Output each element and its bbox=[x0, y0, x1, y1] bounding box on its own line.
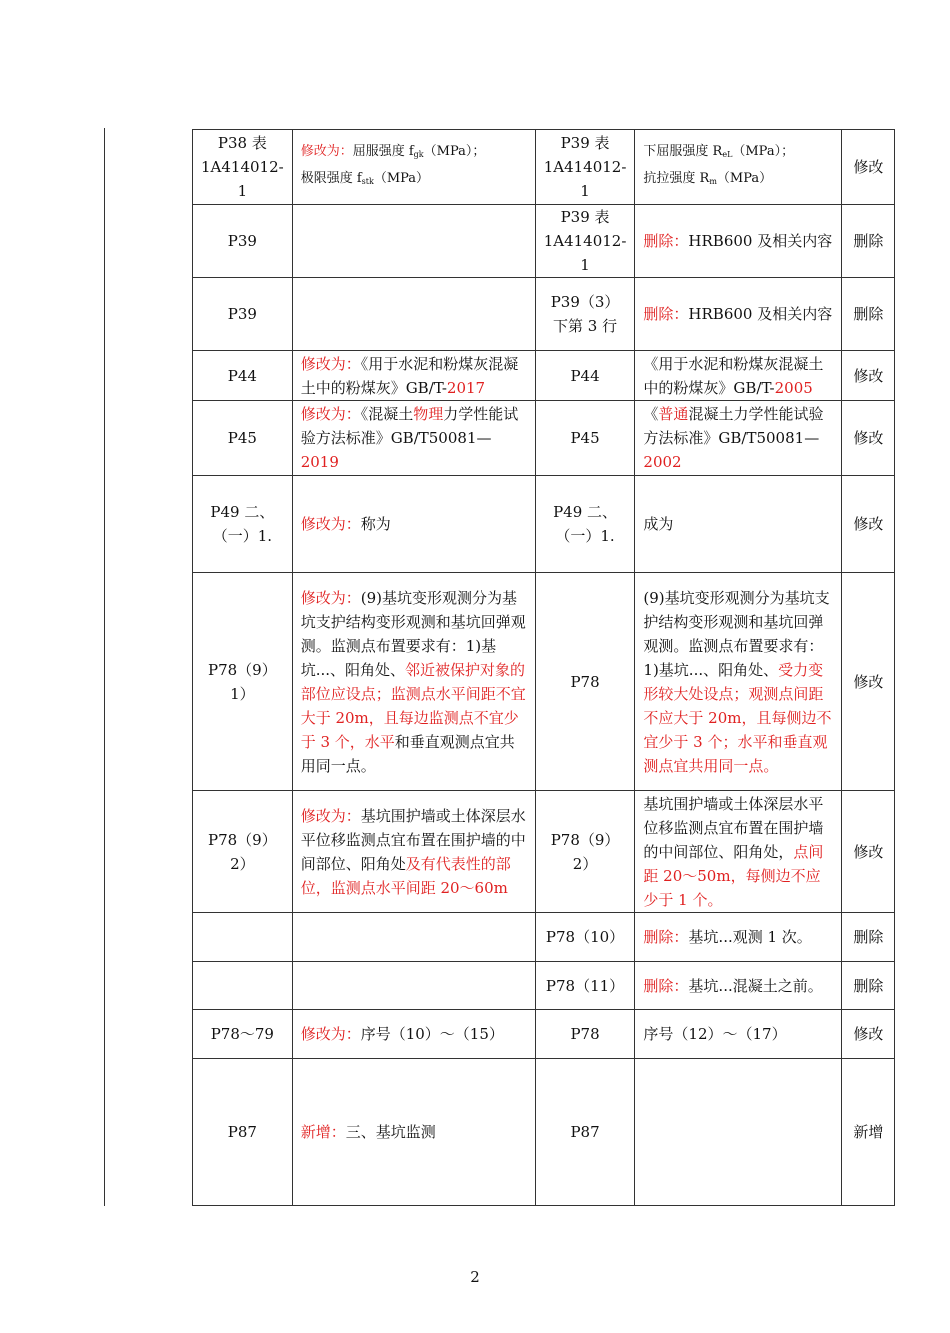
old-content bbox=[635, 1059, 842, 1206]
old-content: 序号（12）～（17） bbox=[635, 1010, 842, 1059]
new-content: 修改为：序号（10）～（15） bbox=[292, 1010, 535, 1059]
change-type: 新增 bbox=[842, 1059, 895, 1206]
change-type: 删除 bbox=[842, 278, 895, 351]
table-row bbox=[193, 278, 895, 351]
change-type: 删除 bbox=[842, 913, 895, 962]
change-type: 修改 bbox=[842, 130, 895, 205]
new-content: 修改为：屈服强度 $f_{gk}(MPa)$； 极限强度 $f_{stk}(MPa)$ bbox=[292, 130, 535, 205]
old-page-ref: P45 bbox=[535, 401, 635, 476]
table-row bbox=[193, 130, 895, 205]
new-content bbox=[292, 913, 535, 962]
old-content: 删除：HRB600 及相关内容 bbox=[635, 278, 842, 351]
old-page-ref: P39（3）下第 3 行 bbox=[535, 278, 635, 351]
new-content: 修改为：(9)基坑变形观测分为基坑支护结构变形观测和基坑回弹观测。监测点布置要求有：1)基坑...、阳角处、邻近被保护对象的部位应设点；监测点水平间距不宜大于 20m，且每边监测点不宜少于 3 个，水平和垂直观测点宜共用同一点。 bbox=[292, 573, 535, 791]
revision-table bbox=[192, 129, 895, 1206]
new-page-ref: P38 表 1A414012-1 bbox=[193, 130, 293, 205]
old-page-ref: P49 二、（一）1. bbox=[535, 476, 635, 573]
new-content: 修改为：称为 bbox=[292, 476, 535, 573]
new-page-ref bbox=[193, 962, 293, 1010]
new-page-ref: P87 bbox=[193, 1059, 293, 1206]
old-page-ref: P78（9）2） bbox=[535, 791, 635, 913]
new-page-ref: P39 bbox=[193, 278, 293, 351]
new-page-ref: P78（9）2） bbox=[193, 791, 293, 913]
page-number: 2 bbox=[470, 1268, 480, 1286]
table-row bbox=[193, 351, 895, 401]
table-row bbox=[193, 1010, 895, 1059]
old-content: (9)基坑变形观测分为基坑支护结构变形观测和基坑回弹观测。监测点布置要求有：1)基坑...、阳角处、受力变形较大处设点；观测点间距不应大于 20m，且每侧边不宜少于 3 个；水平和垂直观测点宜共用同一点。 bbox=[635, 573, 842, 791]
old-page-ref: P78 bbox=[535, 1010, 635, 1059]
old-page-ref: P78（10） bbox=[535, 913, 635, 962]
new-page-ref bbox=[193, 913, 293, 962]
new-content bbox=[292, 278, 535, 351]
margin-line bbox=[104, 128, 105, 1206]
new-content: 修改为：《用于水泥和粉煤灰混凝土中的粉煤灰》GB/T-2017 bbox=[292, 351, 535, 401]
change-type: 修改 bbox=[842, 476, 895, 573]
change-type: 删除 bbox=[842, 205, 895, 278]
old-content: 基坑围护墙或土体深层水平位移监测点宜布置在围护墙的中间部位、阳角处，点间距 20～50m，每侧边不应少于 1 个。 bbox=[635, 791, 842, 913]
table-row bbox=[193, 791, 895, 913]
new-content: 修改为：基坑围护墙或土体深层水平位移监测点宜布置在围护墙的中间部位、阳角处及有代表性的部位，监测点水平间距 20～60m bbox=[292, 791, 535, 913]
old-content: 删除：基坑...混凝土之前。 bbox=[635, 962, 842, 1010]
new-content bbox=[292, 205, 535, 278]
table-row bbox=[193, 205, 895, 278]
old-page-ref: P39 表 1A414012-1 bbox=[535, 205, 635, 278]
new-page-ref: P78（9）1） bbox=[193, 573, 293, 791]
change-type: 修改 bbox=[842, 401, 895, 476]
old-content: 成为 bbox=[635, 476, 842, 573]
change-type: 删除 bbox=[842, 962, 895, 1010]
old-page-ref: P78（11） bbox=[535, 962, 635, 1010]
table-row bbox=[193, 1059, 895, 1206]
table-row bbox=[193, 962, 895, 1010]
old-page-ref: P39 表 1A414012-1 bbox=[535, 130, 635, 205]
old-content: 下屈服强度 $R_{eL}(MPa)$； 抗拉强度 $R_m(MPa)$ bbox=[635, 130, 842, 205]
change-type: 修改 bbox=[842, 573, 895, 791]
new-content: 修改为：《混凝土物理力学性能试验方法标准》GB/T50081—2019 bbox=[292, 401, 535, 476]
new-page-ref: P39 bbox=[193, 205, 293, 278]
old-content: 删除：基坑...观测 1 次。 bbox=[635, 913, 842, 962]
new-page-ref: P44 bbox=[193, 351, 293, 401]
new-content: 新增：三、基坑监测 bbox=[292, 1059, 535, 1206]
table-row bbox=[193, 476, 895, 573]
old-content: 《普通混凝土力学性能试验方法标准》GB/T50081—2002 bbox=[635, 401, 842, 476]
old-page-ref: P44 bbox=[535, 351, 635, 401]
old-page-ref: P87 bbox=[535, 1059, 635, 1206]
new-page-ref: P78～79 bbox=[193, 1010, 293, 1059]
old-content: 《用于水泥和粉煤灰混凝土中的粉煤灰》GB/T-2005 bbox=[635, 351, 842, 401]
table-row bbox=[193, 401, 895, 476]
change-type: 修改 bbox=[842, 1010, 895, 1059]
old-page-ref: P78 bbox=[535, 573, 635, 791]
new-page-ref: P45 bbox=[193, 401, 293, 476]
change-type: 修改 bbox=[842, 351, 895, 401]
change-type: 修改 bbox=[842, 791, 895, 913]
new-page-ref: P49 二、（一）1. bbox=[193, 476, 293, 573]
old-content: 删除：HRB600 及相关内容 bbox=[635, 205, 842, 278]
table-row bbox=[193, 913, 895, 962]
new-content bbox=[292, 962, 535, 1010]
table-row bbox=[193, 573, 895, 791]
